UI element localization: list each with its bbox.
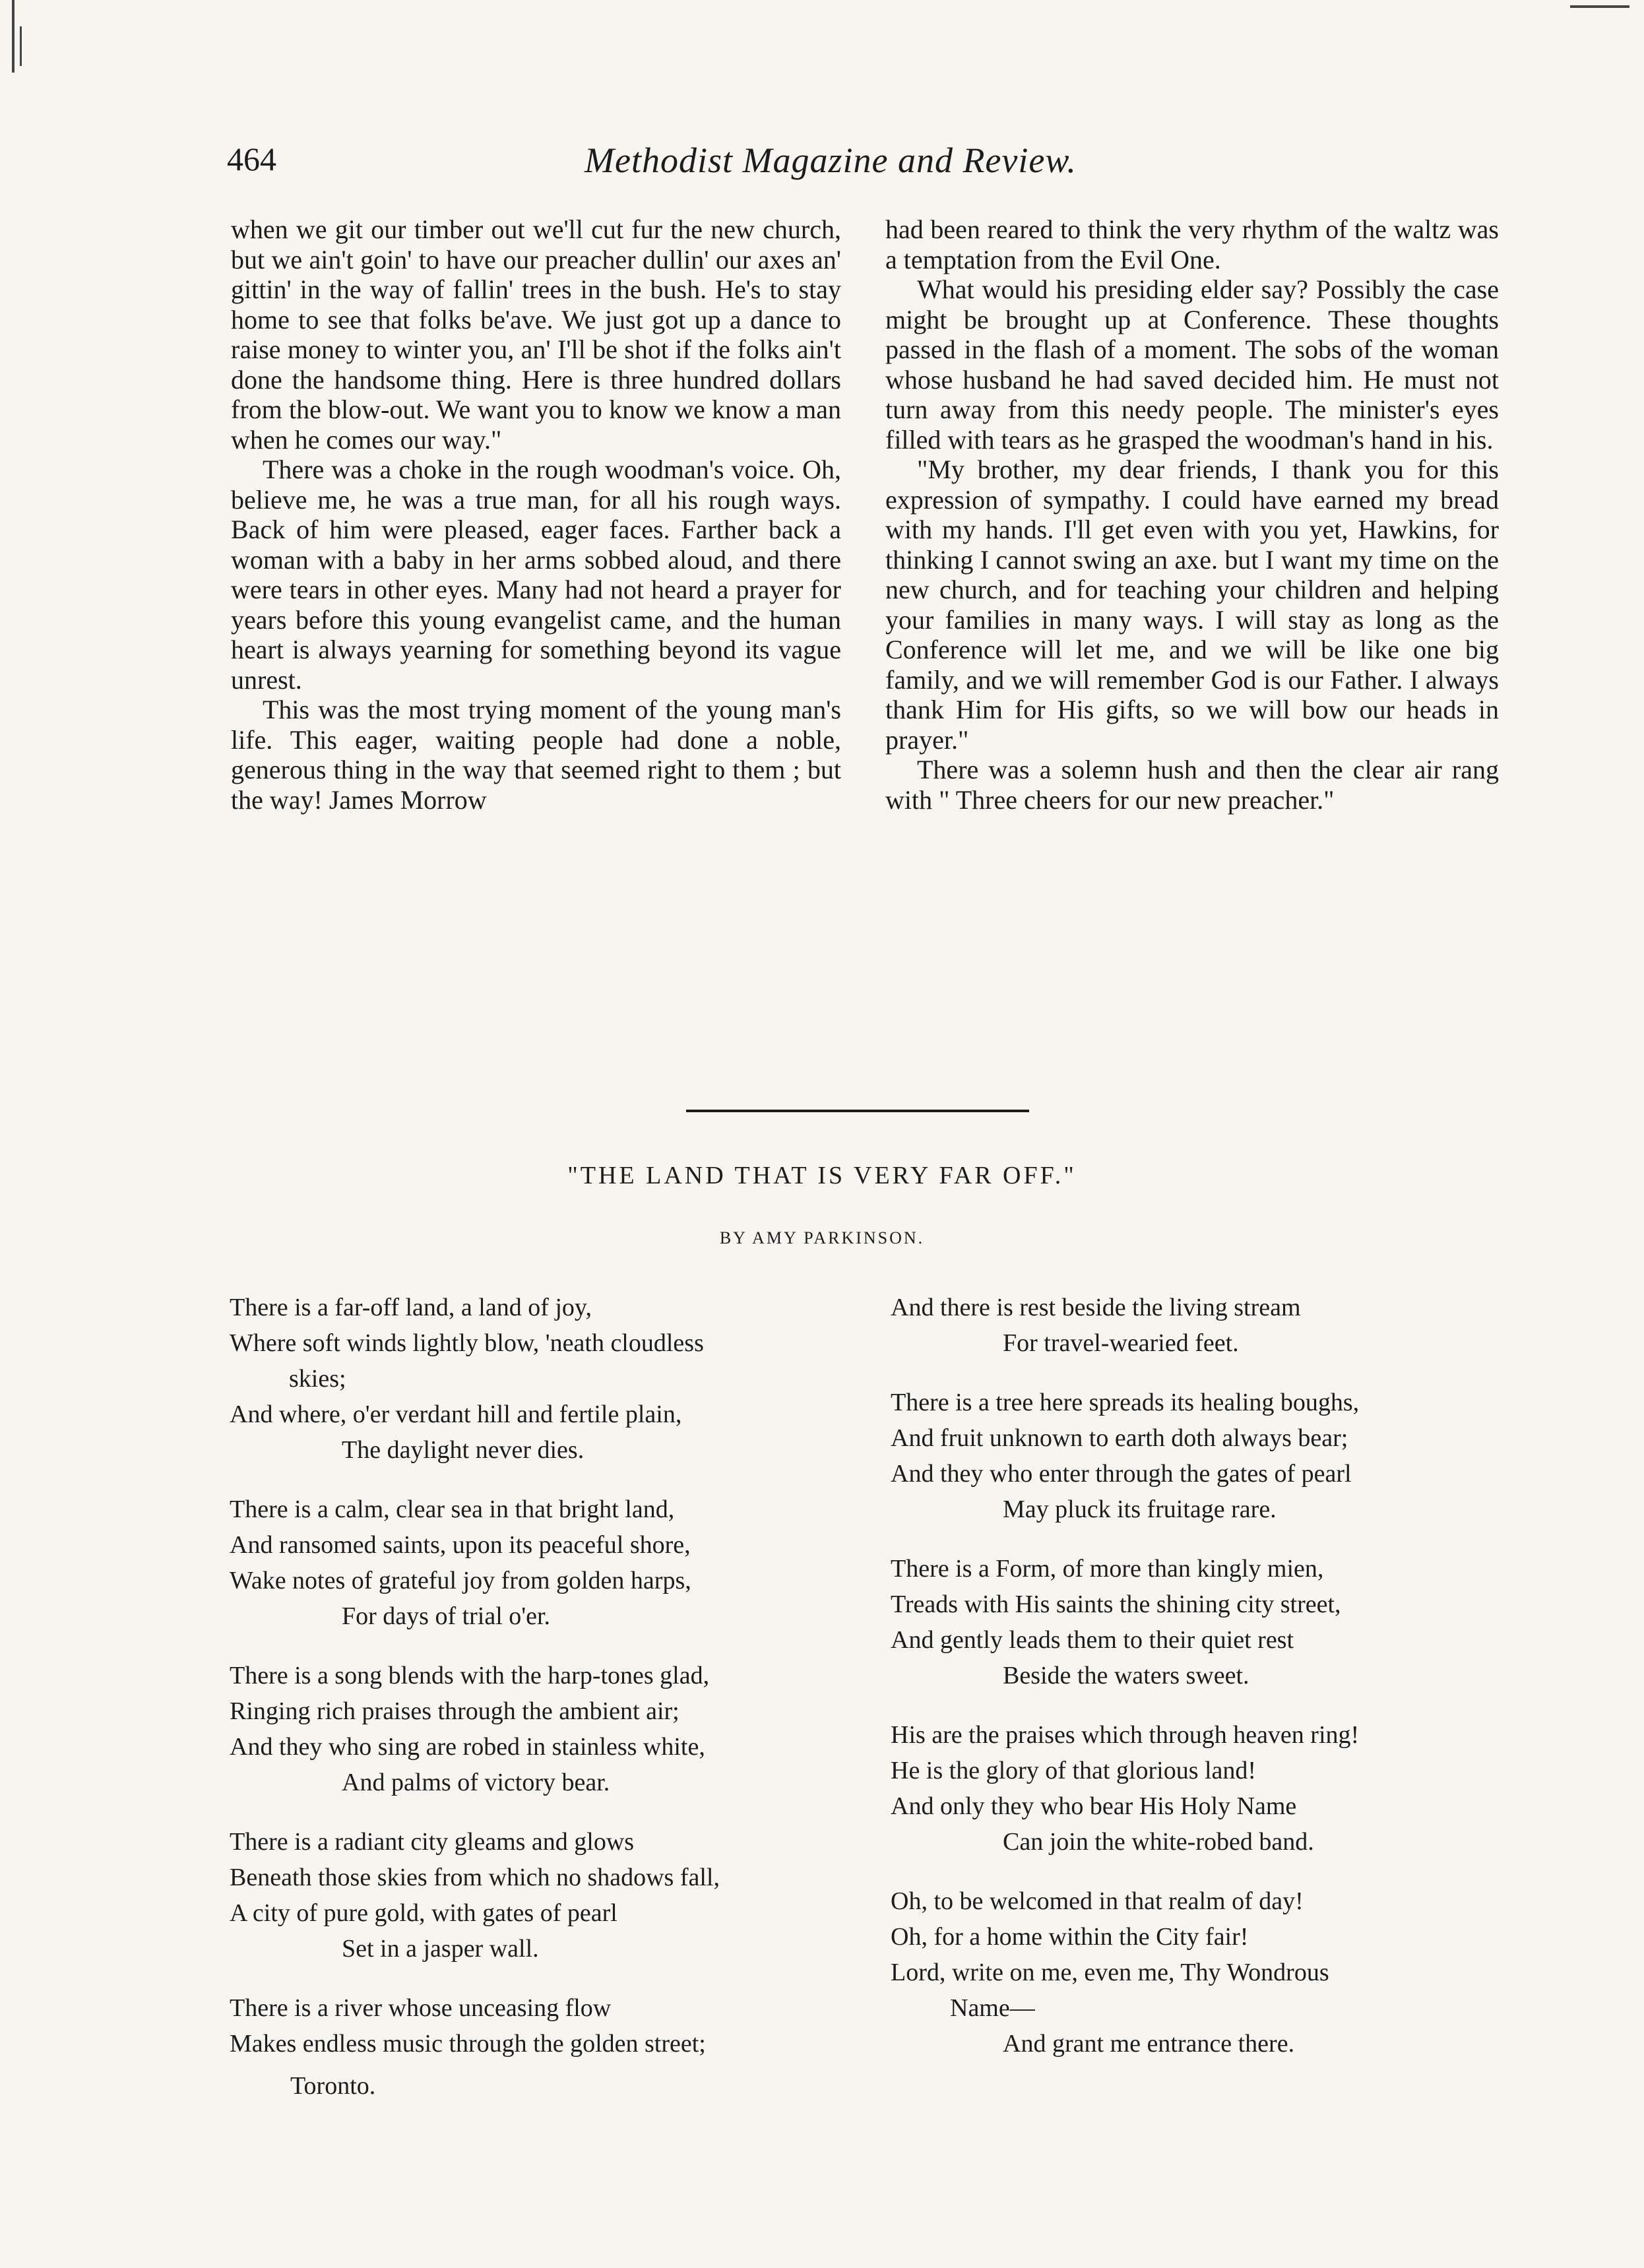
poem-stanza — [891, 1883, 1524, 2062]
poem-place: Toronto. — [290, 2072, 376, 2100]
left-prose-column — [231, 214, 841, 815]
poem-line: There is a radiant city gleams and glows — [230, 1828, 635, 1856]
poem-stanza — [891, 1717, 1524, 1860]
running-title: Methodist Magazine and Review. — [585, 141, 1077, 180]
poem-line: And only they who bear His Holy Name — [891, 1792, 1297, 1820]
poem-line: And palms of victory bear. — [342, 1769, 610, 1796]
poem-left-column — [230, 1290, 863, 2085]
poem-stanza — [891, 1551, 1524, 1693]
page-number: 464 — [227, 141, 276, 177]
right-prose-column — [885, 214, 1499, 815]
poem-line: A city of pure gold, with gates of pearl — [230, 1899, 617, 1927]
poem-line: Oh, for a home within the City fair! — [891, 1923, 1249, 1951]
poem-line: May pluck its fruitage rare. — [1003, 1496, 1277, 1523]
poem-stanza — [230, 1824, 863, 1967]
poem-stanza — [230, 1492, 863, 1634]
poem-line: And there is rest beside the living stream — [891, 1294, 1301, 1321]
poem-line: Name— — [950, 1994, 1035, 2022]
scan-mark — [1570, 5, 1629, 8]
poem-line: Can join the white-robed band. — [1003, 1828, 1314, 1856]
poem-line: Oh, to be welcomed in that realm of day! — [891, 1887, 1304, 1915]
poem-title: "THE LAND THAT IS VERY FAR OFF." — [567, 1162, 1077, 1189]
poem-line: skies; — [289, 1365, 346, 1393]
poem-line: The daylight never dies. — [342, 1436, 585, 1464]
poem-stanza — [891, 1290, 1524, 1361]
poem-line: And where, o'er verdant hill and fertile plain, — [230, 1401, 682, 1428]
scan-mark — [12, 0, 15, 73]
paragraph: "My brother, my dear friends, I thank you for this expression of sympathy. I could have earned my bread with my hands. I'll get even with you yet, Hawkins, for thinking I cannot swing an axe. but I want my time on the new church, and for teaching your children and helping your families in many ways. I will stay as long as the Conference will let me, and we will be like one big family, and we will remember God is our Father. I always thank Him for His gifts, so we will bow our heads in prayer." — [885, 455, 1499, 755]
poem-byline: BY AMY PARKINSON. — [719, 1228, 925, 1247]
poem-line: Treads with His saints the shining city street, — [891, 1591, 1341, 1618]
poem-line: For days of trial o'er. — [342, 1602, 551, 1630]
paragraph: What would his presiding elder say? Possibly the case might be brought up at Conference. These thoughts passed in the flash of a moment. The sobs of the woman whose husband he had saved decided him. He must not turn away from this needy people. The minister's eyes filled with tears as he grasped the woodman's hand in his. — [885, 274, 1499, 455]
poem-stanza — [230, 1990, 863, 2062]
poem-line: Beneath those skies from which no shadows fall, — [230, 1864, 720, 1891]
poem-line: Ringing rich praises through the ambient air; — [230, 1697, 680, 1725]
poem-right-column — [891, 1290, 1524, 2085]
poem-line: There is a Form, of more than kingly mien, — [891, 1555, 1324, 1583]
poem-line: Beside the waters sweet. — [1003, 1662, 1249, 1689]
poem-line: Wake notes of grateful joy from golden harps, — [230, 1567, 691, 1594]
poem-stanza — [891, 1385, 1524, 1527]
poem-line: Lord, write on me, even me, Thy Wondrous — [891, 1959, 1329, 1986]
poem-line: And they who sing are robed in stainless white, — [230, 1733, 705, 1761]
paragraph: There was a choke in the rough woodman's voice. Oh, believe me, he was a true man, for all his rough ways. Back of him were pleased, eager faces. Farther back a woman with a baby in her arms sobbed aloud, and there were tears in other eyes. Many had not heard a prayer for years before this young evangelist came, and the human heart is always yearning for something beyond its vague unrest. — [231, 455, 841, 695]
poem-line: There is a river whose unceasing flow — [230, 1994, 612, 2022]
poem-line: Makes endless music through the golden street; — [230, 2030, 706, 2058]
poem-line: Set in a jasper wall. — [342, 1935, 539, 1963]
paragraph: when we git our timber out we'll cut fur the new church, but we ain't goin' to have our preacher dullin' our axes an' gittin' in the way of fallin' trees in the bush. He's to stay home to see that folks be'ave. We just got up a dance to raise money to winter you, an' I'll be shot if the folks ain't done the handsome thing. Here is three hundred dollars from the blow-out. We want you to know we know a man when he comes our way." — [231, 214, 841, 455]
section-divider — [686, 1110, 1029, 1112]
poem-line: And grant me entrance there. — [1003, 2030, 1295, 2058]
poem-line: He is the glory of that glorious land! — [891, 1757, 1257, 1784]
paragraph: There was a solemn hush and then the clear air rang with " Three cheers for our new preacher." — [885, 755, 1499, 815]
poem-line: And ransomed saints, upon its peaceful shore, — [230, 1531, 691, 1559]
poem-line: There is a calm, clear sea in that bright land, — [230, 1496, 675, 1523]
poem-line: And fruit unknown to earth doth always bear; — [891, 1424, 1348, 1452]
poem-line: Where soft winds lightly blow, 'neath cloudless — [230, 1329, 704, 1357]
poem-line: There is a far-off land, a land of joy, — [230, 1294, 592, 1321]
paragraph: This was the most trying moment of the young man's life. This eager, waiting people had done a noble, generous thing in the way that seemed right to them ; but the way! James Morrow — [231, 695, 841, 815]
poem-line: There is a song blends with the harp-tones glad, — [230, 1662, 710, 1689]
poem-stanza — [230, 1290, 863, 1468]
poem-line: For travel-wearied feet. — [1003, 1329, 1239, 1357]
poem-line: There is a tree here spreads its healing boughs, — [891, 1389, 1360, 1416]
poem-line: And gently leads them to their quiet rest — [891, 1626, 1294, 1654]
paragraph: had been reared to think the very rhythm of the waltz was a temptation from the Evil One. — [885, 214, 1499, 274]
poem-line: And they who enter through the gates of pearl — [891, 1460, 1352, 1488]
poem-line: His are the praises which through heaven ring! — [891, 1721, 1360, 1749]
poem-stanza — [230, 1658, 863, 1800]
scan-mark — [20, 26, 22, 66]
